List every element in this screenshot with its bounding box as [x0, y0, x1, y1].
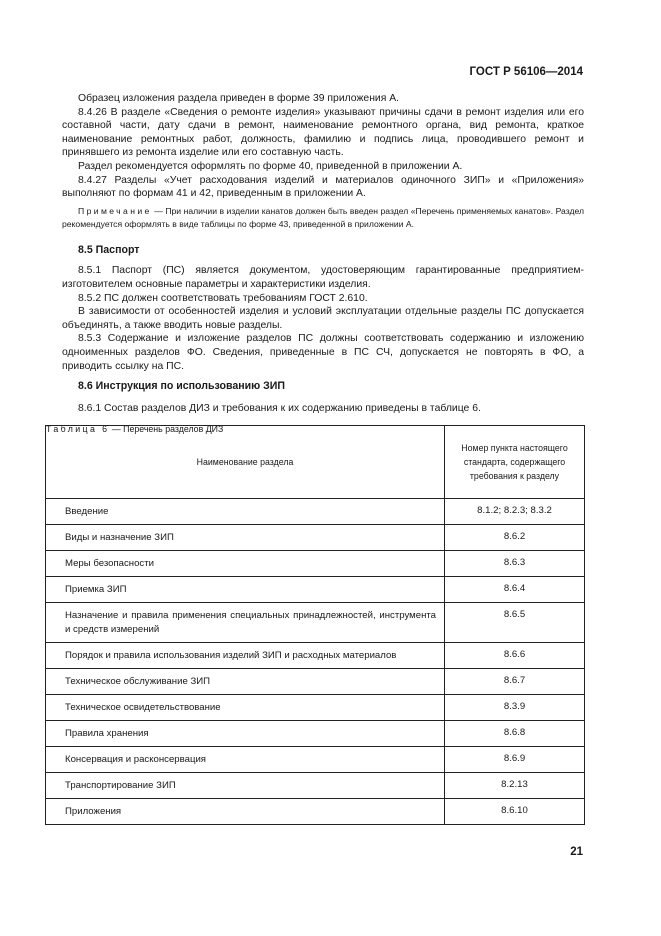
paragraph-8-5-3: 8.5.3 Содержание и изложение разделов ПС должны соответствовать содержанию и изложению одноименных разделов ФО. Сведения, приведенные в ПС СЧ, допускается не повторять в ФО, а приводить ссылку на ПС. [62, 333, 584, 372]
document-code: ГОСТ Р 56106—2014 [469, 66, 583, 78]
table-row [46, 525, 585, 551]
header-section-name: Наименование раздела [46, 426, 445, 499]
paragraph-8-5-1: 8.5.1 Паспорт (ПС) является документом, удостоверяющим гарантированные предприятием-изготовителем основные параметры и характеристики изделия. [62, 265, 584, 290]
table-row [46, 669, 585, 695]
clause-number-cell: 8.6.3 [445, 551, 585, 577]
section-name-cell: Консервация и расконсервация [46, 747, 445, 773]
section-name-cell: Виды и назначение ЗИП [46, 525, 445, 551]
paragraph-form-39: Образец изложения раздела приведен в форме 39 приложения А. [78, 93, 400, 104]
clause-number-cell: 8.6.7 [445, 669, 585, 695]
table-row [46, 695, 585, 721]
paragraph-8-6-1: 8.6.1 Состав разделов ДИЗ и требования к их содержанию приведены в таблице 6. [78, 402, 481, 414]
note-label: Примечание [78, 205, 152, 216]
clause-number-cell: 8.6.2 [445, 525, 585, 551]
table-row [46, 721, 585, 747]
note [62, 205, 584, 231]
paragraph-form-40: Раздел рекомендуется оформлять по форме 40, приведенной в приложении А. [78, 160, 463, 172]
paragraph-8-5-2: 8.5.2 ПС должен соответствовать требованиям ГОСТ 2.610. [78, 292, 368, 304]
table-row [46, 747, 585, 773]
sections-table [45, 425, 585, 825]
clause-number-cell: 8.6.6 [445, 643, 585, 669]
clause-number-cell: 8.6.4 [445, 577, 585, 603]
clause-number-cell: 8.1.2; 8.2.3; 8.3.2 [445, 499, 585, 525]
section-name-cell: Назначение и правила применения специальных принадлежностей, инструмента и средств измерений [46, 603, 445, 643]
header-clause-number: Номер пункта настоящего стандарта, содержащего требования к разделу [445, 426, 585, 499]
clause-number-cell: 8.2.13 [445, 773, 585, 799]
section-heading-passport: 8.5 Паспорт [78, 243, 140, 256]
table-row [46, 577, 585, 603]
section-name-cell: Правила хранения [46, 721, 445, 747]
clause-number-cell: 8.6.10 [445, 799, 585, 825]
section-name-cell: Введение [46, 499, 445, 525]
table-body [46, 499, 585, 825]
table-caption-label: Таблица 6 [46, 424, 110, 435]
table-row [46, 799, 585, 825]
page-number: 21 [570, 846, 583, 858]
clause-number-cell: 8.6.5 [445, 603, 585, 643]
section-name-cell: Порядок и правила использования изделий ЗИП и расходных материалов [46, 643, 445, 669]
section-name-cell: Меры безопасности [46, 551, 445, 577]
table-row [46, 773, 585, 799]
paragraph-8-4-27: 8.4.27 Разделы «Учет расходования изделий и материалов одиночного ЗИП» и «Приложения» выполняют по формам 41 и 42, приведенным в приложении А. [62, 174, 584, 200]
section-name-cell: Приложения [46, 799, 445, 825]
table-row [46, 643, 585, 669]
section-name-cell: Транспортирование ЗИП [46, 773, 445, 799]
table-row [46, 551, 585, 577]
section-heading-zip-instruction: 8.6 Инструкция по использованию ЗИП [78, 380, 286, 393]
note-text: — При наличии в изделии канатов должен быть введен раздел «Перечень применяемых канатов». Раздел рекомендуется оформлять в виде таблицы по форме 43, приведенной в приложении А. [62, 205, 584, 229]
paragraph-sections-merge: В зависимости от особенностей изделия и условий эксплуатации отдельные разделы ПС допускается объединять, а также вводить новые разделы. [62, 306, 584, 331]
clause-number-cell: 8.6.8 [445, 721, 585, 747]
table-row [46, 603, 585, 643]
table-row [46, 499, 585, 525]
section-name-cell: Техническое освидетельствование [46, 695, 445, 721]
clause-number-cell: 8.3.9 [445, 695, 585, 721]
section-name-cell: Приемка ЗИП [46, 577, 445, 603]
table-caption-text: — Перечень разделов ДИЗ [109, 424, 224, 435]
paragraph-8-4-26: 8.4.26 В разделе «Сведения о ремонте изделия» указывают причины сдачи в ремонт изделия или его составной части, дату сдачи в ремонт, наименование ремонтного органа, вид ремонта, краткое наименование ремонтных работ, должность, фамилию и подпись лица, проводившего ремонт и принявшего из ремонта изделие или его составную часть. [62, 106, 584, 159]
document-body [46, 92, 584, 437]
clause-number-cell: 8.6.9 [445, 747, 585, 773]
section-name-cell: Техническое обслуживание ЗИП [46, 669, 445, 695]
table-header-row [46, 426, 585, 499]
